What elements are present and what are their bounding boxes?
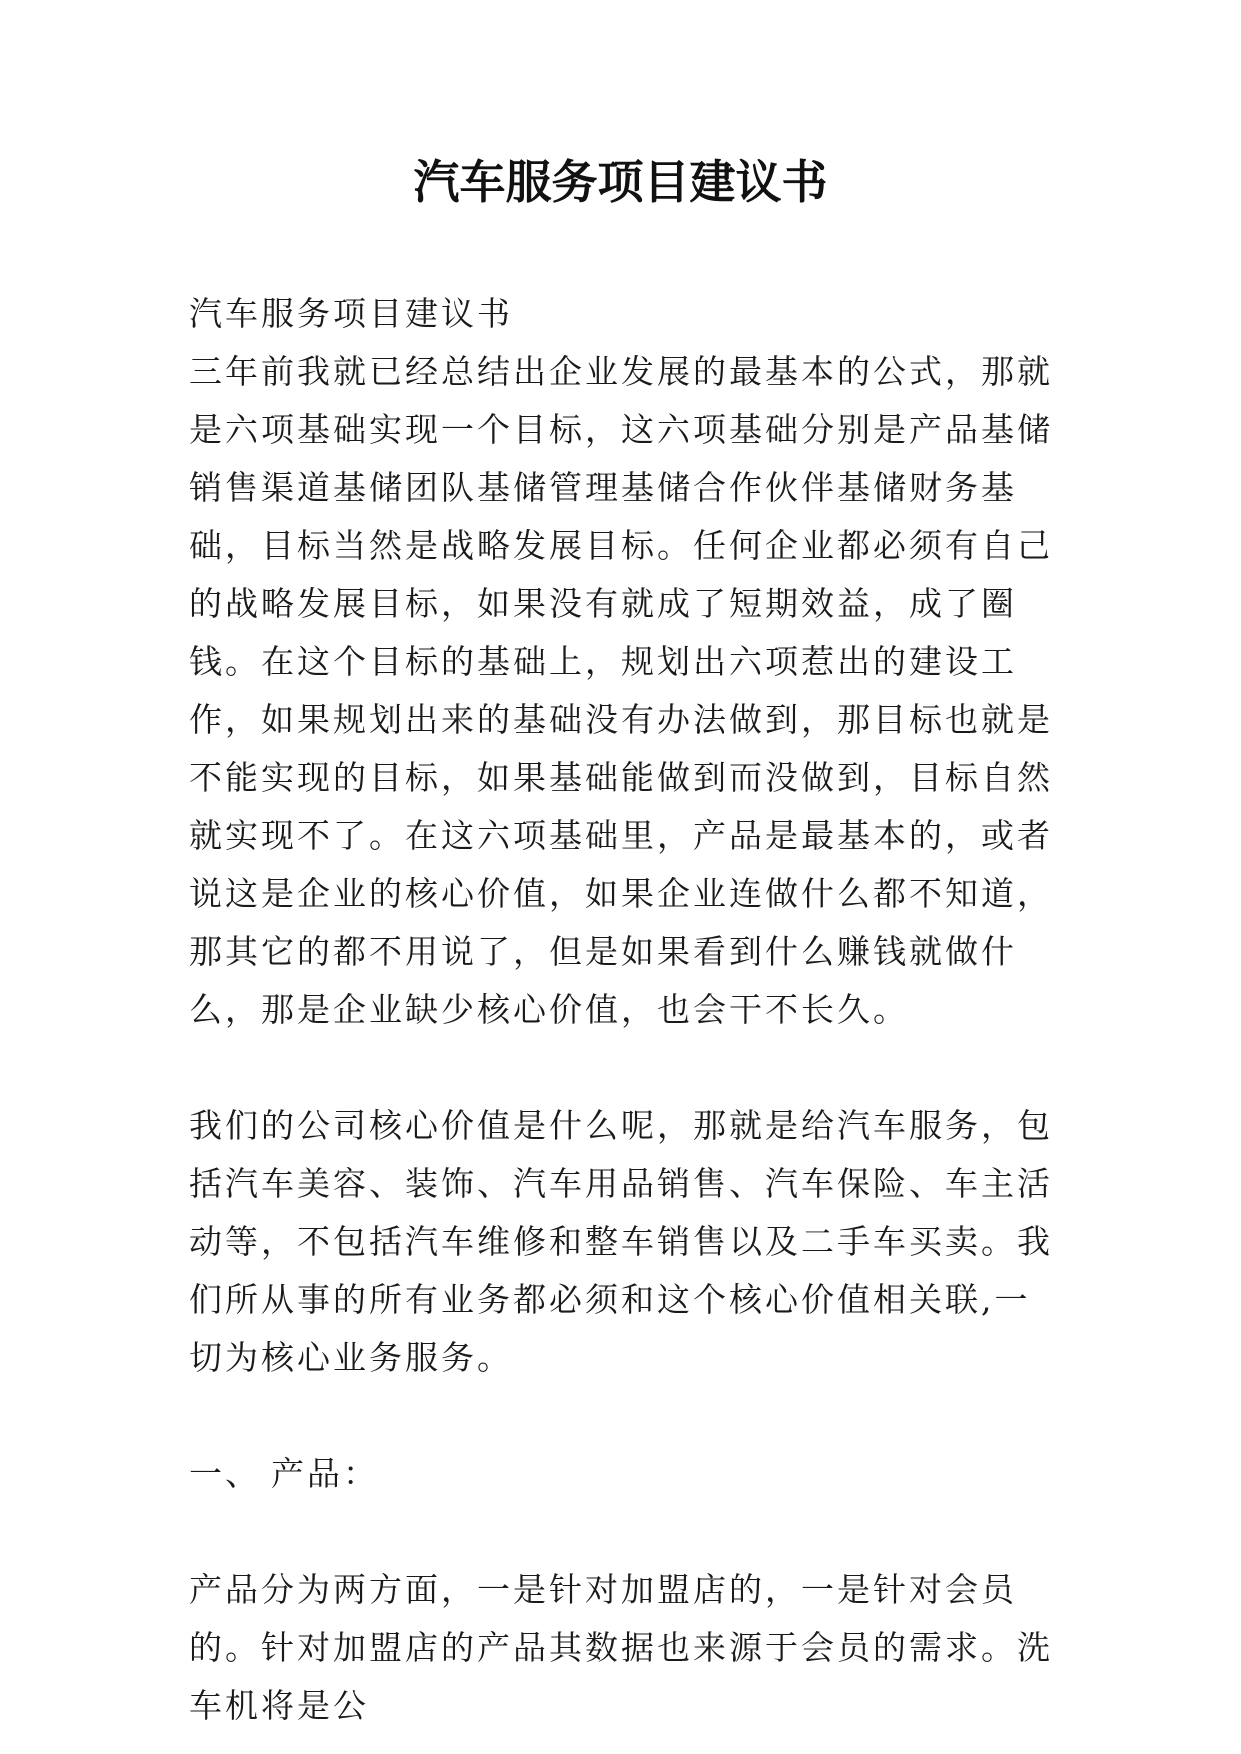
section-number: 一、 bbox=[189, 1454, 261, 1493]
paragraph-intro: 三年前我就已经总结出企业发展的最基本的公式，那就是六项基础实现一个目标，这六项基础分别是产品基储销售渠道基储团队基储管理基储合作伙伴基储财务基础，目标当然是战略发展目标。任何企业都必须有自己的战略发展目标，如果没有就成了短期效益，成了圈钱。在这个目标的基础上，规划出六项惹出的建设工作，如果规划出来的基础没有办法做到，那目标也就是不能实现的目标，如果基础能做到而没做到，目标自然就实现不了。在这六项基础里，产品是最基本的，或者说这是企业的核心价值，如果企业连做什么都不知道，那其它的都不用说了，但是如果看到什么赚钱就做什么，那是企业缺少核心价值，也会干不长久。 bbox=[189, 352, 1053, 1029]
section-heading-product bbox=[189, 1445, 1053, 1503]
paragraph-spacer bbox=[189, 1503, 1053, 1561]
section-title: 产品： bbox=[271, 1454, 379, 1493]
document-body bbox=[189, 285, 1053, 1735]
paragraph-core-value: 我们的公司核心价值是什么呢，那就是给汽车服务，包括汽车美容、装饰、汽车用品销售、汽车保险、车主活动等，不包括汽车维修和整车销售以及二手车买卖。我们所从事的所有业务都必须和这个核心价值相关联,一切为核心业务服务。 bbox=[189, 1106, 1053, 1377]
paragraph-spacer bbox=[189, 1039, 1053, 1097]
paragraph-product: 产品分为两方面，一是针对加盟店的，一是针对会员的。针对加盟店的产品其数据也来源于会员的需求。洗车机将是公 bbox=[189, 1570, 1053, 1725]
document-subtitle: 汽车服务项目建议书 bbox=[189, 294, 513, 333]
document-title: 汽车服务项目建议书 bbox=[413, 155, 828, 209]
paragraph-spacer bbox=[189, 1387, 1053, 1445]
